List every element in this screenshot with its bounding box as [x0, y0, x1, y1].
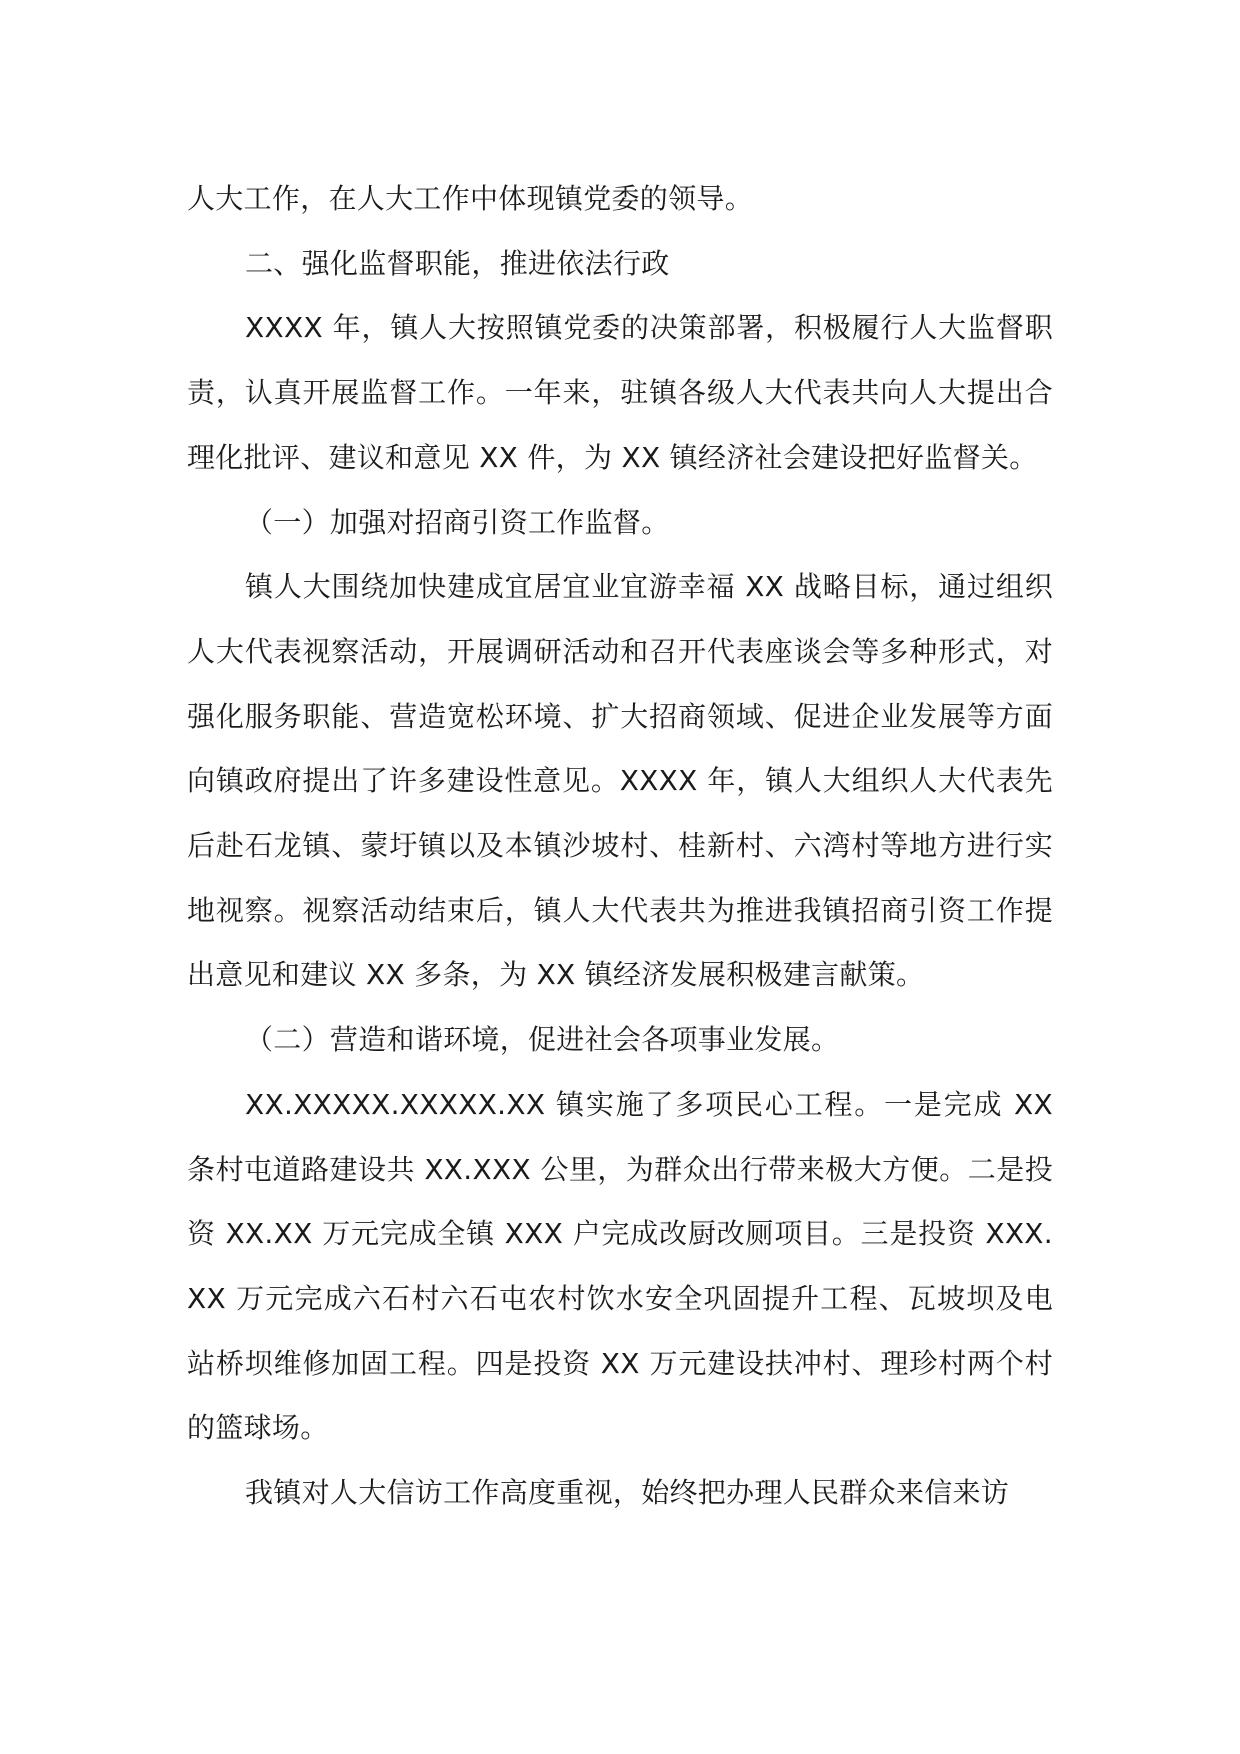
paragraph-petition-work: 我镇对人大信访工作高度重视，始终把办理人民群众来信来访 [245, 1476, 1010, 1510]
section-heading-2: 二、强化监督职能，推进依法行政 [245, 246, 670, 280]
subsection-heading-2: （二）营造和谐环境，促进社会各项事业发展。 [245, 1023, 840, 1057]
paragraph-investment-supervision: 镇人大围绕加快建成宜居宜业宜游幸福 XX 战略目标，通过组织人大代表视察活动，开展调研活动和召开代表座谈会等多种形式，对强化服务职能、营造宽松环境、扩大招商领域、促进企业发展等方面向镇政府提出了许多建设性意见。XXXX 年，镇人大组织人大代表先后赴石龙镇、蒙圩镇以及本镇沙坡村、桂新村、六湾村等地方进行实地视察。视察活动结束后，镇人大代表共为推进我镇招商引资工作提出意见和建议 XX 多条，为 XX 镇经济发展积极建言献策。 [187, 570, 1053, 992]
subsection-heading-1: （一）加强对招商引资工作监督。 [245, 505, 670, 539]
document-body [187, 167, 1053, 1526]
paragraph-supervision-overview: XXXX 年，镇人大按照镇党委的决策部署，积极履行人大监督职责，认真开展监督工作。一年来，驻镇各级人大代表共向人大提出合理化批评、建议和意见 XX 件，为 XX 镇经济社会建设把好监督关。 [187, 311, 1053, 474]
paragraph-livelihood-projects: XX.XXXXX.XXXXX.XX 镇实施了多项民心工程。一是完成 XX 条村屯道路建设共 XX.XXX 公里，为群众出行带来极大方便。二是投资 XX.XX 万元完成全镇 XXX 户完成改厨改厕项目。三是投资 XXX.XX 万元完成六石村六石屯农村饮水安全巩固提升工程、瓦坡坝及电站桥坝维修加固工程。四是投资 XX 万元建设扶冲村、理珍村两个村的篮球场。 [187, 1087, 1053, 1445]
paragraph-continuation: 人大工作，在人大工作中体现镇党委的领导。 [187, 182, 754, 215]
